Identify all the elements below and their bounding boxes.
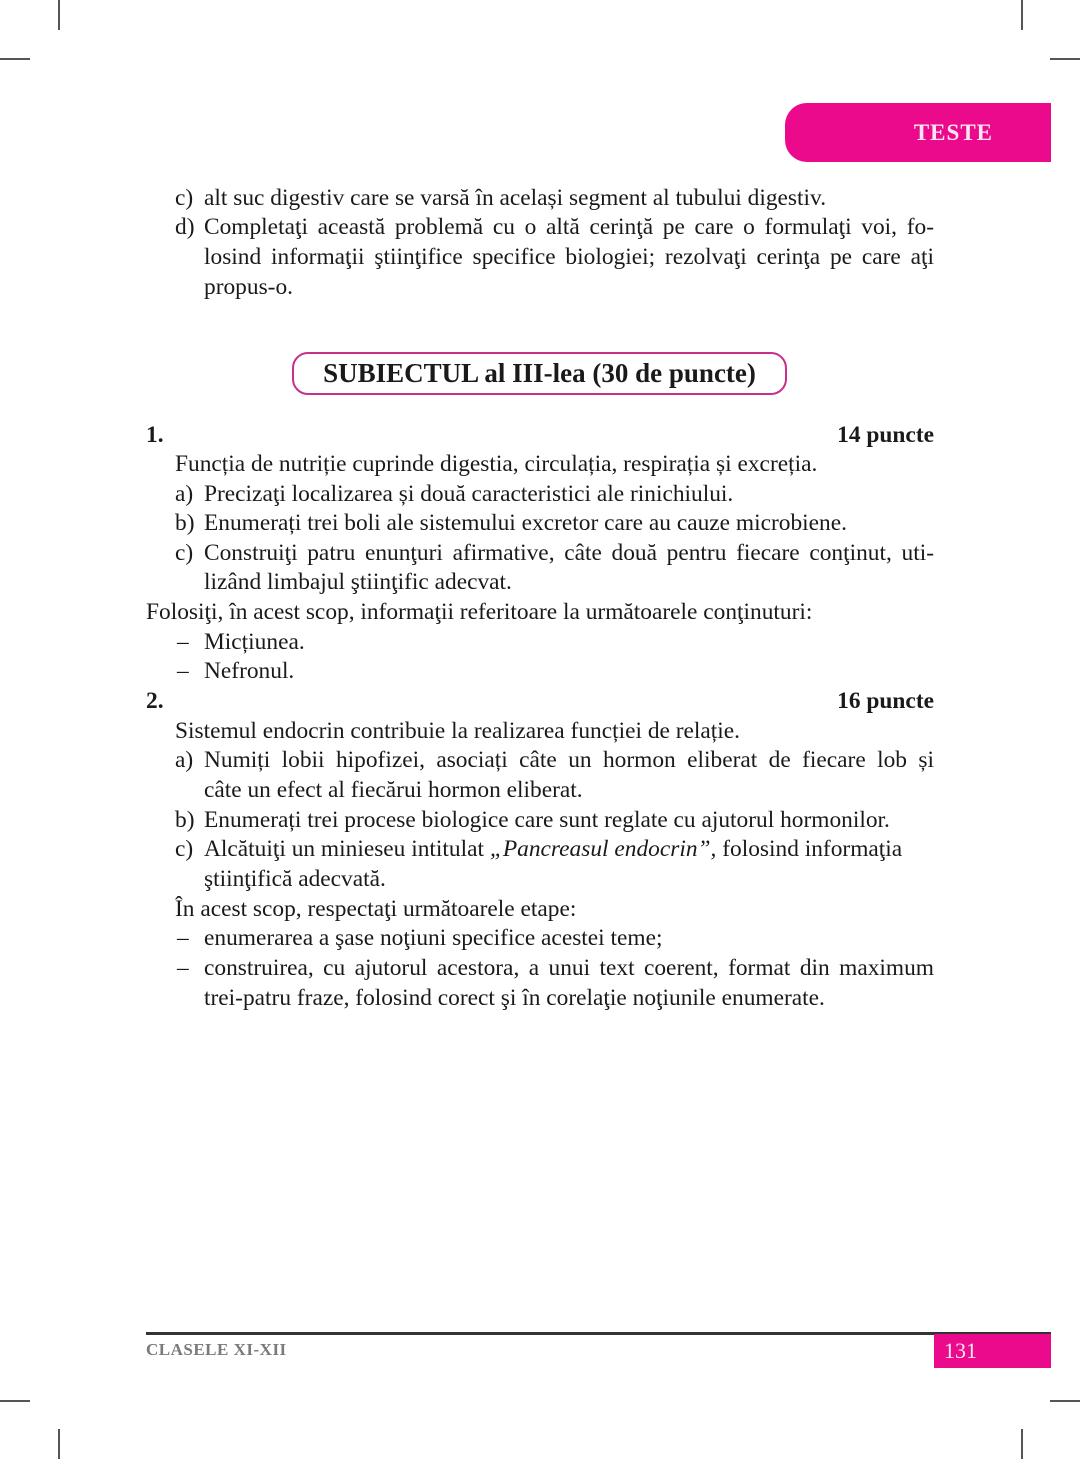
question-1-instruction: Folosiţi, în acest scop, informaţii referitoare la următoarele conţinuturi: bbox=[146, 599, 813, 625]
question-2-item-b: Enumerați trei procese biologice care sunt reglate cu ajutorul hormonilor. bbox=[204, 807, 890, 833]
footer-rule bbox=[146, 1332, 1051, 1335]
question-1-number: 1. bbox=[146, 422, 164, 448]
question-2-intro: Sistemul endocrin contribuie la realizarea funcției de relație. bbox=[175, 718, 741, 744]
section-tab-label: TESTE bbox=[913, 119, 993, 145]
section-tab bbox=[785, 103, 1051, 162]
continued-item-c bbox=[175, 183, 193, 213]
crop-mark bbox=[58, 1429, 60, 1459]
crop-mark bbox=[1021, 0, 1023, 30]
continued-item-d-line: losind informaţii ştiinţifice specifice biologiei; rezolvaţi cerinţa pe care aţi bbox=[204, 244, 934, 270]
page-number: 131 bbox=[934, 1334, 1051, 1368]
question-1-item-b: Enumerați trei boli ale sistemului excretor care au cauze microbiene. bbox=[204, 510, 847, 536]
subject-title: SUBIECTUL al III-lea (30 de puncte) bbox=[323, 358, 756, 388]
question-2-item-marker: c) bbox=[175, 836, 194, 862]
question-1-points: 14 puncte bbox=[837, 422, 934, 448]
question-1-item-a: Precizaţi localizarea și două caracteristici ale rinichiului. bbox=[204, 481, 734, 507]
question-1-item-c: Construiţi patru enunţuri afirmative, câte două pentru fiecare conţinut, uti- bbox=[204, 540, 934, 566]
item-text: Alcătuiţi un minieseu intitulat bbox=[204, 836, 490, 862]
question-1-item-marker: a) bbox=[175, 481, 194, 507]
subject-heading bbox=[292, 352, 787, 395]
crop-mark bbox=[1050, 1400, 1080, 1402]
crop-mark bbox=[0, 1400, 30, 1402]
question-2-item-a-cont: câte un efect al fiecărui hormon eliberat. bbox=[204, 777, 583, 803]
question-2-item-c-cont: ştiinţifică adecvată. bbox=[204, 866, 386, 892]
question-2-item-marker: a) bbox=[175, 747, 194, 773]
question-1-item-c-cont: lizând limbajul ştiinţific adecvat. bbox=[204, 569, 512, 595]
question-1-intro: Funcția de nutriție cuprinde digestia, circulația, respirația și excreția. bbox=[175, 451, 818, 477]
continued-item-c-text: alt suc digestiv care se varsă în același segment al tubului digestiv. bbox=[204, 185, 827, 211]
step-2-cont: trei-patru fraze, folosind corect şi în corelaţie noţiunile enumerate. bbox=[204, 985, 825, 1011]
crop-mark bbox=[1050, 58, 1080, 60]
question-2-number: 2. bbox=[146, 688, 164, 714]
step-marker: – bbox=[177, 925, 189, 951]
topic-nefronul: Nefronul. bbox=[204, 658, 295, 684]
question-1-item-marker: c) bbox=[175, 540, 194, 566]
question-2-instruction: În acest scop, respectaţi următoarele etape: bbox=[175, 896, 577, 922]
continued-item-d-line: propus-o. bbox=[204, 274, 294, 300]
question-2-item-marker: b) bbox=[175, 807, 195, 833]
question-2-item-a: Numiți lobii hipofizei, asociați câte un hormon eliberat de fiecare lob și bbox=[204, 747, 934, 773]
crop-mark bbox=[58, 0, 60, 30]
footer-label: CLASELE XI-XII bbox=[146, 1340, 287, 1359]
continued-item-d-marker: d) bbox=[175, 214, 195, 240]
topic-mictiunea: Micțiunea. bbox=[204, 629, 305, 655]
question-1-item-marker: b) bbox=[175, 510, 195, 536]
topic-marker: – bbox=[177, 629, 189, 655]
step-marker: – bbox=[177, 955, 189, 981]
item-marker: c) bbox=[175, 185, 194, 211]
crop-mark bbox=[0, 58, 30, 60]
step-1: enumerarea a şase noţiuni specifice acestei teme; bbox=[204, 925, 663, 951]
continued-item-d-line: Completaţi această problemă cu o altă cerinţă pe care o formulaţi voi, fo- bbox=[204, 214, 934, 240]
question-2-points: 16 puncte bbox=[837, 688, 934, 714]
topic-marker: – bbox=[177, 658, 189, 684]
crop-mark bbox=[1021, 1429, 1023, 1459]
item-text: folosind informaţia bbox=[716, 836, 903, 862]
essay-title: „Pancreasul endocrin”, bbox=[489, 836, 717, 862]
step-2: construirea, cu ajutorul acestora, a unui text coerent, format din maximum bbox=[204, 955, 934, 981]
question-2-item-c bbox=[204, 834, 902, 864]
